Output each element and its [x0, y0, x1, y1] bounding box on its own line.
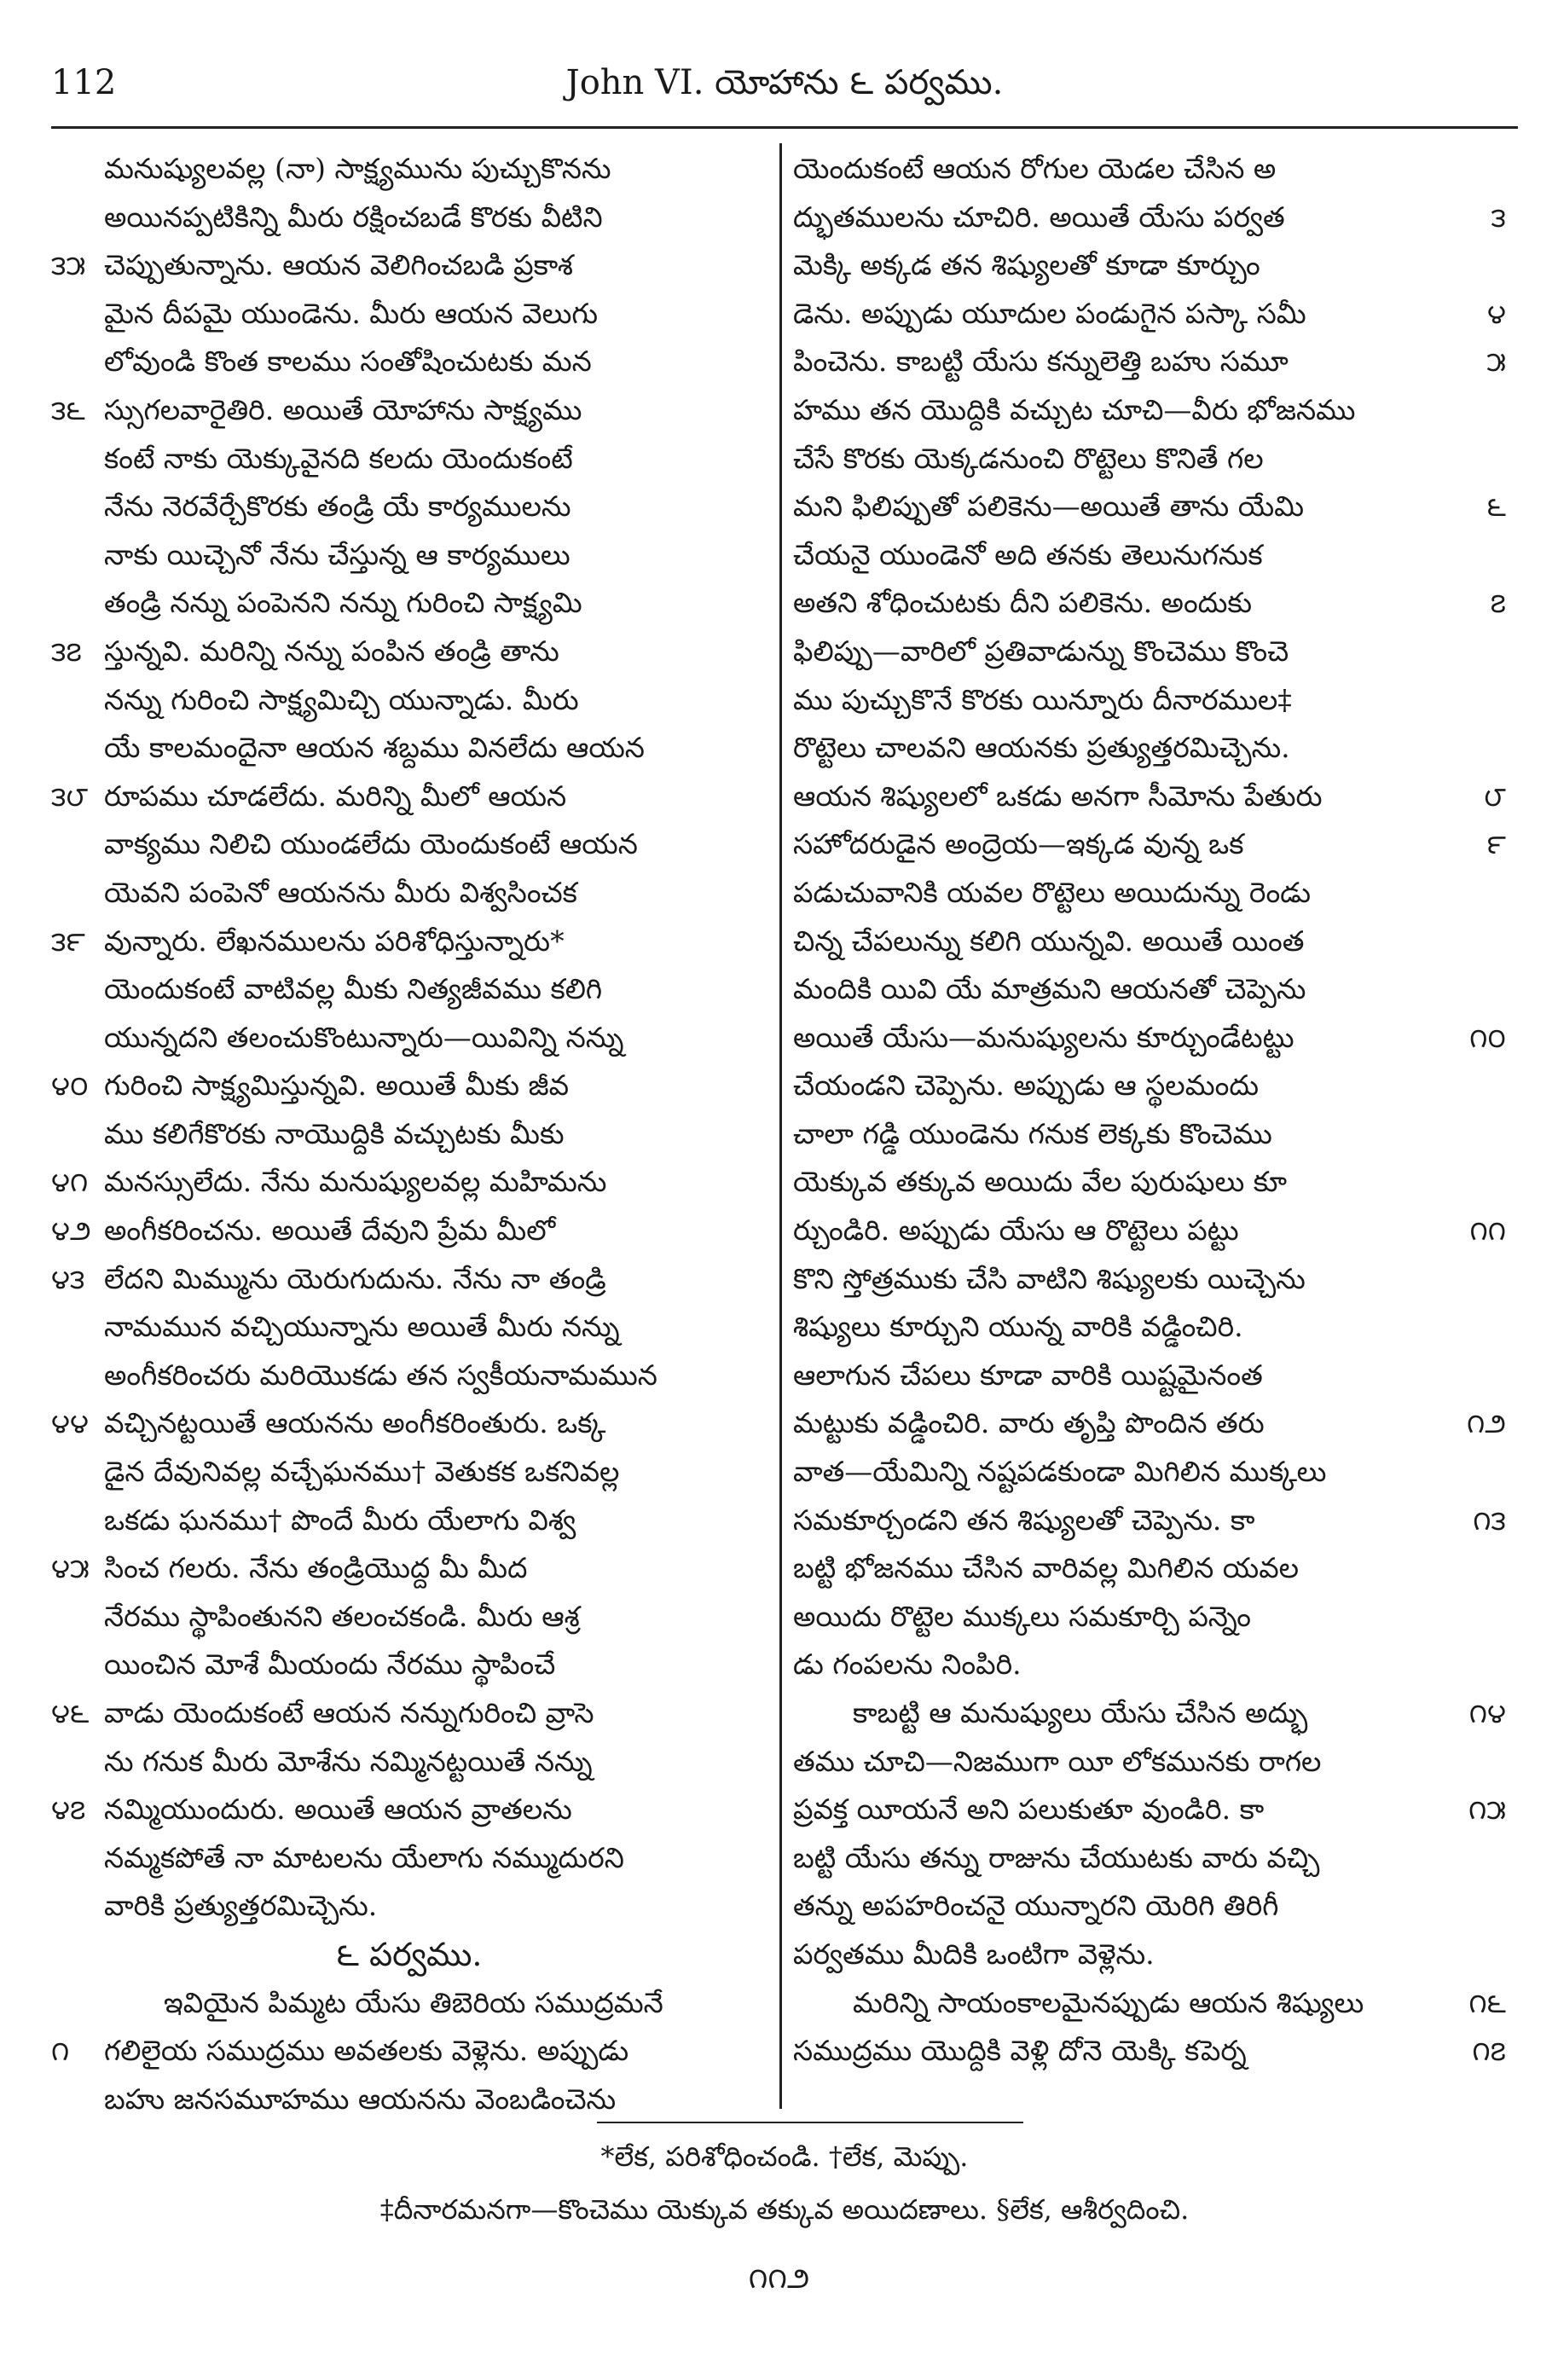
right-column-line [793, 483, 1509, 531]
right-column-line [793, 1738, 1509, 1786]
line-text: ర్చుండిరి. అప్పుడు యేసు ఆ రొట్టెలు పట్టు [793, 1213, 1239, 1248]
line-text: ౬ పర్వము. [336, 1935, 483, 1973]
verse-number: ౪౦ [51, 1069, 89, 1103]
verse-number: ౭ [1490, 587, 1506, 620]
left-column-line [51, 820, 767, 869]
line-text: కాబట్టి ఆ మనుష్యులు యేసు చేసిన అద్భు [853, 1696, 1308, 1729]
line-text: ఆయన శిష్యులలో ఒకడు అనగా సీమోను పేతురు [793, 779, 1323, 813]
verse-number: ౪౨ [51, 1214, 91, 1248]
right-column-line [793, 1931, 1509, 1979]
verse-number: ౧౩ [1473, 1503, 1506, 1537]
left-column-line [51, 676, 767, 725]
line-text: సముద్రము యొద్దికి వెళ్లి దోనె యెక్కి కపెర్న [793, 2034, 1247, 2068]
line-text: వచ్చినట్టయితే ఆయనను అంగీకరింతురు. ఒక్క [104, 1406, 606, 1440]
left-column-line [51, 1834, 767, 1883]
verse-number: ౪౬ [51, 1697, 90, 1729]
line-text: వున్నారు. లేఖనములను పరిశోధిస్తున్నారు* [104, 924, 565, 958]
line-text: యెవని పంపెనో ఆయనను మీరు విశ్వసించక [104, 875, 577, 909]
line-text: రొట్టెలు చాలవని ఆయనకు ప్రత్యుత్తరమిచ్చెను. [793, 731, 1290, 765]
line-text: నేను నెరవేర్చేకొరకు తండ్రి యే కార్యములను [104, 489, 571, 524]
line-text: మరిన్ని సాయంకాలమైనప్పుడు ఆయన శిష్యులు [853, 1985, 1364, 2019]
line-text: మందికి యివి యే మాత్రమని ఆయనతో చెప్పెను [793, 972, 1306, 1006]
line-text: చెప్పుతున్నాను. ఆయన వెలిగించబడి ప్రకాశ [104, 248, 573, 282]
verse-number: ౧౪ [1468, 1697, 1506, 1729]
right-column-line [793, 194, 1509, 242]
right-column-line [793, 2027, 1509, 2076]
left-column-line [51, 1738, 767, 1786]
line-text: ఒకడు ఘనము† పొందే మీరు యేలాగు విశ్వ [104, 1503, 576, 1537]
line-text: చిన్న చేపలున్ను కలిగి యున్నవి. అయితే యింత [793, 924, 1305, 958]
verse-number: ౩ [1491, 200, 1506, 234]
left-column-line [51, 483, 767, 531]
verse-number: ౪౫ [51, 1552, 90, 1585]
right-column-line [793, 1207, 1509, 1255]
left-column-line [51, 1062, 767, 1110]
line-text: అతని శోధించుటకు దీని పలికెను. అందుకు [793, 586, 1253, 620]
line-text: తన్ను అపహరించనై యున్నారని యెరిగి తిరిగీ [793, 1889, 1279, 1923]
left-column-line [51, 1448, 767, 1497]
right-column-line [793, 241, 1509, 290]
right-column-line [793, 820, 1509, 869]
right-column [793, 145, 1509, 2076]
line-text: ము కలిగేకొరకు నాయొద్దికి వచ్చుటకు మీకు [104, 1116, 565, 1150]
line-text: యెందుకంటే ఆయన రోగుల యెడల చేసిన అ [793, 152, 1277, 185]
right-column-line [793, 869, 1509, 918]
verse-number: ౩౭ [51, 634, 82, 668]
signature-mark: ౧౧౨ [748, 2261, 810, 2296]
left-column-line [51, 579, 767, 628]
left-column-line [51, 1979, 767, 2028]
page-header [51, 53, 1518, 113]
line-text: కొని స్తోత్రముకు చేసి వాటిని శిష్యులకు యిచ్చెను [793, 1261, 1306, 1295]
line-text: నమ్మకపోతే నా మాటలను యేలాగు నమ్ముదురని [104, 1840, 624, 1874]
left-column-line [51, 773, 767, 821]
line-text: డు గంపలను నింపిరి. [793, 1647, 1022, 1682]
line-text: బట్టి భోజనము చేసిన వారివల్ల మిగిలిన యవల [793, 1551, 1300, 1585]
left-column-line [51, 2076, 767, 2124]
line-text: తము చూచి—నిజముగా యీ లోకమునకు రాగల [793, 1744, 1322, 1778]
left-column-line [51, 531, 767, 580]
line-text: వారికి ప్రత్యుత్తరమిచ్చెను. [104, 1889, 378, 1923]
right-column-line [793, 531, 1509, 580]
left-column-line [51, 965, 767, 1014]
line-text: ఫిలిప్పు—వారిలో ప్రతివాడున్ను కొంచెము కొంచె [793, 634, 1289, 668]
left-column-line [51, 1593, 767, 1642]
right-column-line [793, 1593, 1509, 1642]
line-text: హము తన యొద్దికి వచ్చుట చూచి—వీరు భోజనము [793, 392, 1356, 426]
line-text: అయితే యేసు—మనుష్యులను కూర్చుండేటట్టు [793, 1020, 1294, 1054]
line-text: కంటే నాకు యెక్కువైనది కలదు యెందుకంటే [104, 441, 573, 475]
line-text: వాత—యేమిన్ని నష్టపడకుండా మిగిలిన ముక్కలు [793, 1455, 1327, 1489]
left-column-line [51, 338, 767, 386]
right-column-line [793, 1255, 1509, 1304]
right-column-line [793, 386, 1509, 435]
line-text: చేసే కొరకు యెక్కడనుంచి రొట్టెలు కొనితే గల [793, 441, 1264, 475]
verse-number: ౯ [1486, 828, 1506, 861]
right-column-line [793, 290, 1509, 339]
line-text: నామమున వచ్చియున్నాను అయితే మీరు నన్ను [104, 1310, 620, 1344]
left-column-line [51, 386, 767, 435]
line-text: సించ గలరు. నేను తండ్రియొద్ద మీ మీద [104, 1551, 528, 1585]
left-column-line [51, 1014, 767, 1063]
verse-number: ౧౧ [1469, 1214, 1506, 1248]
line-text: నాకు యిచ్చెనో నేను చేస్తున్న ఆ కార్యములు [104, 537, 570, 571]
line-text: పడుచువానికి యవల రొట్టెలు అయిదున్ను రెండు [793, 875, 1312, 909]
header-rule [51, 126, 1518, 129]
line-text: మెక్కి అక్కడ తన శిష్యులతో కూడా కూర్చుం [793, 248, 1260, 282]
left-column-line [51, 290, 767, 339]
verse-number: ౬ [1486, 490, 1506, 524]
right-column-line [793, 1979, 1509, 2028]
line-text: గురించి సాక్ష్యమిస్తున్నవి. అయితే మీకు జీవ [104, 1068, 570, 1103]
line-text: డెను. అప్పుడు యూదుల పండుగైన పస్కా సమీ [793, 296, 1306, 330]
line-text: సహోదరుడైన అంద్రెయ—ఇక్కడ వున్న ఒక [793, 827, 1244, 861]
verse-number: ౪౩ [51, 1262, 85, 1295]
left-column-line [51, 435, 767, 484]
footnote-line-2: ‡దీనారమనగా—కొంచెము యెక్కువ తక్కువ అయిదణాలు. §లేక, ఆశీర్వదించి. [379, 2193, 1190, 2226]
line-text: బట్టి యేసు తన్ను రాజును చేయుటకు వారు వచ్చి [793, 1840, 1320, 1874]
line-text: మని ఫిలిప్పుతో పలికెను—అయితే తాను యేమి [793, 489, 1305, 524]
left-column-line [51, 1158, 767, 1207]
right-column-line [793, 145, 1509, 194]
line-text: నేరము స్థాపింతునని తలంచకండి. మీరు ఆశ్ర [104, 1599, 580, 1633]
right-column-line [793, 965, 1509, 1014]
line-text: డైన దేవునివల్ల వచ్చేఘనము† వెతుకక ఒకనివల్ల [104, 1455, 620, 1489]
column-divider [779, 143, 782, 2109]
line-text: మట్టుకు వడ్డించిరి. వారు తృప్తి పొందిన తరు [793, 1406, 1265, 1440]
left-column-line [51, 724, 767, 773]
line-text: పించెను. కాబట్టి యేసు కన్నులెత్తి బహు సమూ [793, 345, 1289, 379]
left-column-line [51, 1786, 767, 1834]
verse-number: ౧౦ [1469, 1021, 1506, 1054]
footnote-rule [597, 2122, 1023, 2123]
left-column-line [51, 145, 767, 194]
right-column-line [793, 676, 1509, 725]
verse-number: ౪౪ [51, 1407, 89, 1440]
line-text: యున్నదని తలంచుకొంటున్నారు—యివిన్ని నన్ను [104, 1020, 624, 1054]
verse-number: ౪౧ [51, 1166, 89, 1199]
left-column-line [51, 1497, 767, 1545]
right-column-line [793, 773, 1509, 821]
left-column-line [51, 1352, 767, 1400]
line-text: వాడు యెందుకంటే ఆయన నన్నుగురించి వ్రాసె [104, 1696, 594, 1729]
line-text: చేయనై యుండెనో అది తనకు తెలునుగనుక [793, 537, 1263, 571]
verse-number: ౮ [1484, 779, 1506, 813]
right-column-line [793, 1544, 1509, 1593]
line-text: లేదని మిమ్మును యెరుగుదును. నేను నా తండ్రి [104, 1261, 606, 1295]
left-column-line [51, 1399, 767, 1448]
right-column-line [793, 1303, 1509, 1352]
line-text: ద్భుతములను చూచిరి. అయితే యేసు పర్వత [793, 200, 1285, 234]
line-text: చేయండని చెప్పెను. అప్పుడు ఆ స్థలమందు [793, 1068, 1260, 1103]
line-text: గలిలైయ సముద్రము అవతలకు వెళ్లెను. అప్పుడు [104, 2034, 629, 2068]
line-text: నన్ను గురించి సాక్ష్యమిచ్చి యున్నాడు. మీరు [104, 682, 579, 716]
line-text: బహు జనసమూహము ఆయనను వెంబడించెను [104, 2082, 617, 2116]
line-text: ఆలాగున చేపలు కూడా వారికి యిష్టమైనంత [793, 1358, 1263, 1392]
left-column-line [51, 1882, 767, 1931]
verse-number: ౧౫ [1468, 1793, 1506, 1827]
right-column-line [793, 1158, 1509, 1207]
line-text: ను గనుక మీరు మోశేను నమ్మినట్టయితే నన్ను [104, 1744, 593, 1778]
verse-number: ౩౫ [51, 249, 86, 282]
left-column-line [51, 241, 767, 290]
line-text: యించిన మోశే మీయందు నేరము స్థాపించే [104, 1647, 556, 1682]
line-text: రూపము చూడలేదు. మరిన్ని మీలో ఆయన [104, 779, 567, 813]
line-text: అంగీకరించను. అయితే దేవుని ప్రేమ మీలో [104, 1213, 556, 1248]
running-head: John VI. యోహాను ౬ పర్వము. [565, 63, 1004, 102]
verse-number: ౫ [1486, 345, 1506, 379]
line-text: స్తున్నవి. మరిన్ని నన్ను పంపిన తండ్రి తాను [104, 634, 559, 668]
page-number: 112 [51, 63, 117, 102]
right-column-line [793, 1352, 1509, 1400]
line-text: యెక్కువ తక్కువ అయిదు వేల పురుషులు కూ [793, 1165, 1288, 1199]
verse-number: ౩౬ [51, 393, 85, 426]
line-text: మనుష్యులవల్ల (నా) సాక్ష్యమును పుచ్చుకొనను [104, 152, 611, 185]
right-column-line [793, 579, 1509, 628]
left-column-line [51, 1303, 767, 1352]
left-column-line [51, 628, 767, 676]
left-column-line [51, 918, 767, 966]
line-text: పర్వతము మీదికి ఒంటిగా వెళ్లెను. [793, 1937, 1155, 1971]
right-column-line [793, 1641, 1509, 1689]
left-column [51, 145, 767, 2123]
line-text: నమ్మియుందురు. అయితే ఆయన వ్రాతలను [104, 1792, 572, 1827]
line-text: ము పుచ్చుకొనే కొరకు యిన్నూరు దీనారముల‡ [793, 682, 1292, 716]
right-column-line [793, 435, 1509, 484]
line-text: యే కాలమందైనా ఆయన శబ్దము వినలేదు ఆయన [104, 731, 645, 765]
left-column-line [51, 1207, 767, 1255]
verse-number: ౧౭ [1472, 2035, 1506, 2068]
line-text: శిష్యులు కూర్చుని యున్న వారికి వడ్డించిరి. [793, 1310, 1243, 1344]
left-column-line [51, 869, 767, 918]
right-column-line [793, 918, 1509, 966]
line-text: మైన దీపమై యుండెను. మీరు ఆయన వెలుగు [104, 296, 599, 330]
line-text: సమకూర్చండని తన శిష్యులతో చెప్పెను. కా [793, 1503, 1255, 1537]
left-column-line [51, 1255, 767, 1304]
line-text: చాలా గడ్డి యుండెను గనుక లెక్కకు కొంచెము [793, 1116, 1272, 1150]
left-column-line [51, 1641, 767, 1689]
verse-number: ౧ [51, 2035, 70, 2068]
line-text: మనస్సులేదు. నేను మనుష్యులవల్ల మహిమను [104, 1165, 607, 1199]
right-column-line [793, 1834, 1509, 1883]
verse-number: ౩౮ [51, 779, 89, 813]
right-column-line [793, 1110, 1509, 1159]
line-text: అంగీకరించరు మరియొకడు తన స్వకీయనామమున [104, 1358, 657, 1392]
line-text: ఇవియైన పిమ్మట యేసు తిబెరియ సముద్రమనే [164, 1985, 663, 2019]
line-text: యెందుకంటే వాటివల్ల మీకు నిత్యజీవము కలిగి [104, 972, 603, 1006]
left-column-line [51, 1544, 767, 1593]
right-column-line [793, 1497, 1509, 1545]
left-column-line [51, 2027, 767, 2076]
right-column-line [793, 1062, 1509, 1110]
right-column-line [793, 1786, 1509, 1834]
line-text: అయినప్పటికిన్ని మీరు రక్షించబడే కొరకు వీటిని [104, 200, 603, 234]
verse-number: ౪౭ [51, 1793, 86, 1827]
left-column-line [51, 1689, 767, 1738]
right-column-line [793, 628, 1509, 676]
verse-number: ౧౨ [1466, 1407, 1506, 1440]
line-text: ప్రవక్త యీయనే అని పలుకుతూ వుండిరి. కా [793, 1792, 1265, 1827]
verse-number: ౪ [1487, 297, 1506, 330]
right-column-line [793, 1689, 1509, 1738]
right-column-line [793, 724, 1509, 773]
line-text: అయిదు రొట్టెల ముక్కలు సమకూర్చి పన్నెం [793, 1599, 1252, 1633]
line-text: లోవుండి కొంత కాలము సంతోషించుటకు మన [104, 345, 592, 379]
footnote-line-1: *లేక, పరిశోధించండి. †లేక, మెప్పు. [600, 2140, 969, 2173]
right-column-line [793, 1399, 1509, 1448]
verse-number: ౩౯ [51, 924, 85, 958]
right-column-line [793, 1882, 1509, 1931]
line-text: వాక్యము నిలిచి యుండలేదు యెందుకంటే ఆయన [104, 827, 638, 861]
line-text: తండ్రి నన్ను పంపెనని నన్ను గురించి సాక్ష్యమి [104, 586, 582, 620]
left-column-line [51, 1110, 767, 1159]
right-column-line [793, 338, 1509, 386]
line-text: స్సుగలవారైతిరి. అయితే యోహాను సాక్ష్యము [104, 392, 582, 426]
right-column-line [793, 1014, 1509, 1063]
right-column-line [793, 1448, 1509, 1497]
chapter-heading [51, 1931, 767, 1979]
left-column-line [51, 194, 767, 242]
verse-number: ౧౬ [1468, 1986, 1506, 2019]
